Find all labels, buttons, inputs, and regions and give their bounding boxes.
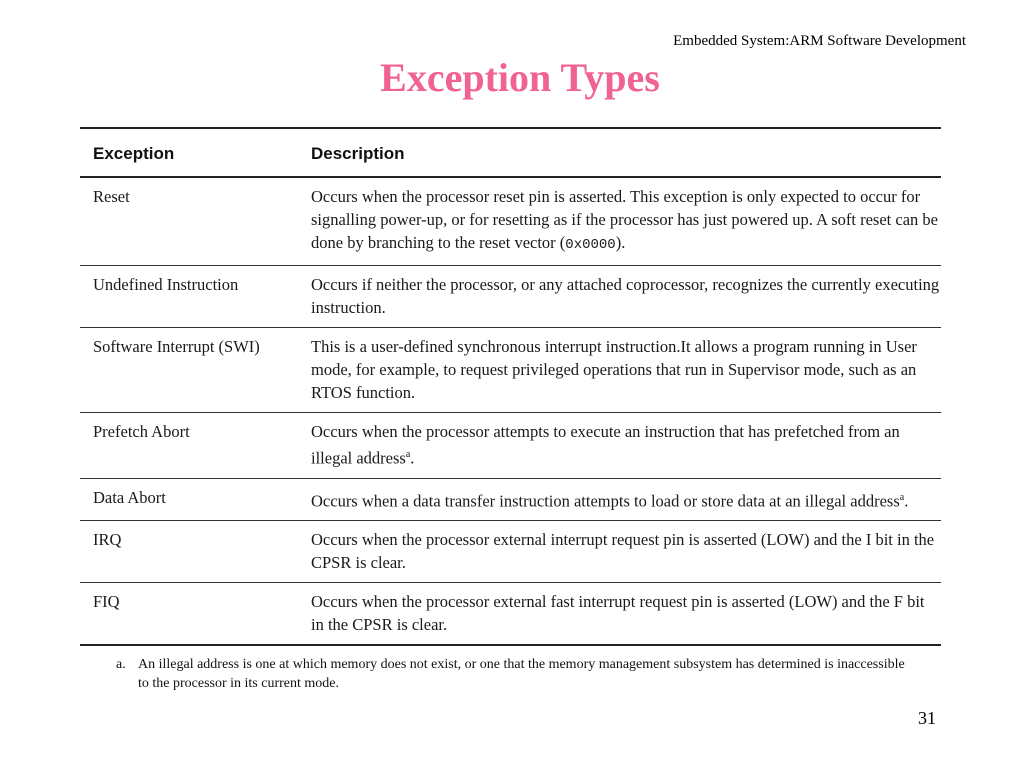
exception-description: Occurs if neither the processor, or any attached coprocessor, recognizes the currently executing instruction. bbox=[311, 266, 941, 328]
exception-name: Undefined Instruction bbox=[80, 266, 311, 328]
description-text: Occurs when the processor reset pin is asserted. This exception is only expected to occur for signalling power-up, or for resetting as if the processor has just powered up. A soft reset can be done by branching to the reset vector ( bbox=[311, 187, 938, 252]
description-tail: . bbox=[410, 448, 415, 468]
exception-description: Occurs when the processor external interrupt request pin is asserted (LOW) and the I bit in the CPSR is clear. bbox=[311, 521, 941, 583]
footnote-text: An illegal address is one at which memory does not exist, or one that the memory management subsystem has determined is inaccessible to the processor in its current mode. bbox=[138, 657, 905, 691]
exception-table bbox=[80, 127, 941, 646]
header-exception: Exception bbox=[80, 128, 311, 177]
exception-name: FIQ bbox=[93, 592, 120, 611]
exception-description bbox=[311, 177, 941, 266]
table-row bbox=[80, 266, 941, 328]
table-row bbox=[80, 478, 941, 521]
exception-description bbox=[311, 413, 941, 479]
exception-table-container bbox=[80, 127, 941, 646]
course-header: Embedded System:ARM Software Development bbox=[673, 33, 966, 49]
exception-description bbox=[311, 478, 941, 521]
table-header-row bbox=[80, 128, 941, 177]
table-row bbox=[80, 413, 941, 479]
table-row bbox=[80, 521, 941, 583]
description-text: Occurs when the processor attempts to execute an instruction that has prefetched from an illegal address bbox=[311, 422, 900, 468]
exception-name: Software Interrupt (SWI) bbox=[80, 328, 311, 413]
table-footnote bbox=[116, 655, 916, 693]
table-row bbox=[80, 328, 941, 413]
exception-name: Reset bbox=[80, 177, 311, 266]
header-description: Description bbox=[311, 128, 941, 177]
footnote-marker: a bbox=[405, 449, 411, 460]
table-row bbox=[80, 583, 941, 646]
exception-name: IRQ bbox=[80, 521, 311, 583]
exception-description: Occurs when the processor external fast interrupt request pin is asserted (LOW) and the F bit in the CPSR is clear. bbox=[311, 592, 925, 634]
exception-name: Data Abort bbox=[80, 478, 311, 521]
page-number: 31 bbox=[918, 708, 936, 728]
footnote-label: a. bbox=[116, 657, 126, 672]
description-tail: ). bbox=[615, 233, 626, 252]
slide-title: Exception Types bbox=[380, 55, 660, 100]
reset-vector-code: 0x0000 bbox=[565, 237, 616, 253]
table-row bbox=[80, 177, 941, 266]
description-tail: . bbox=[904, 491, 909, 510]
footnote-marker: a bbox=[899, 491, 905, 503]
description-text: Occurs when a data transfer instruction attempts to load or store data at an illegal address bbox=[311, 491, 900, 510]
exception-name: Prefetch Abort bbox=[80, 413, 311, 479]
exception-description: This is a user-defined synchronous interrupt instruction.It allows a program running in User mode, for example, to request privileged operations that run in Supervisor mode, such as an RTOS function. bbox=[311, 328, 941, 413]
